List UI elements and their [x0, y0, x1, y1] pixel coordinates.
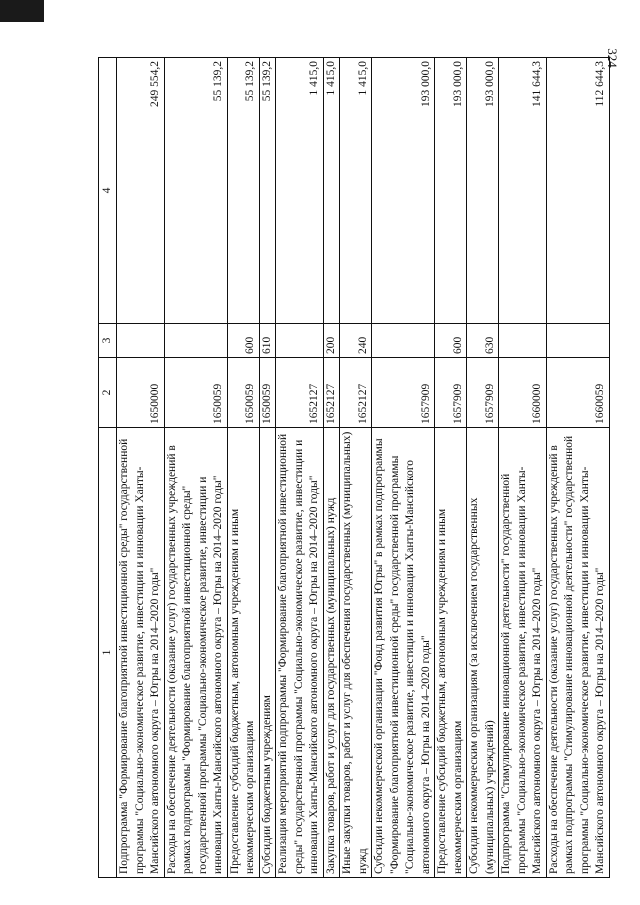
- row-amount: 193 000,0: [372, 58, 435, 324]
- table-row: [372, 58, 435, 878]
- row-target-code: 1657909: [467, 358, 499, 428]
- row-description: Предоставление субсидий бюджетным, автономным учреждениям и иным некоммерческим организациям: [227, 428, 259, 878]
- table-row: [499, 58, 547, 878]
- row-expense-type: 600: [227, 324, 259, 358]
- row-expense-type: 200: [323, 324, 340, 358]
- row-expense-type: [164, 324, 227, 358]
- row-target-code: 1660059: [546, 358, 609, 428]
- row-description: Закупка товаров, работ и услуг для государственных (муниципальных) нужд: [323, 428, 340, 878]
- rotated-budget-table-container: [98, 58, 606, 878]
- row-amount: 193 000,0: [467, 58, 499, 324]
- row-amount: 1 415,0: [276, 58, 324, 324]
- row-description: Субсидии некоммерческой организации "Фонд развития Югры" в рамках подпрограммы "Формирование благоприятной инвестиционной среды" государственной программы "Социально-экономическое развитие, инвестиции и инновации Ханты-Мансийского автономного округа – Югры на 2014–2020 годы": [372, 428, 435, 878]
- row-amount: 249 554,2: [117, 58, 165, 324]
- row-amount: 1 415,0: [323, 58, 340, 324]
- row-amount: 55 139,2: [227, 58, 259, 324]
- table-row: [435, 58, 467, 878]
- row-target-code: 1650000: [117, 358, 165, 428]
- row-target-code: 1660000: [499, 358, 547, 428]
- table-row: [259, 58, 276, 878]
- row-expense-type: [117, 324, 165, 358]
- page-number: 324: [605, 48, 620, 68]
- row-target-code: 1657909: [435, 358, 467, 428]
- table-row: [117, 58, 165, 878]
- budget-table: [98, 57, 610, 878]
- row-expense-type: 600: [435, 324, 467, 358]
- row-expense-type: [372, 324, 435, 358]
- row-amount: 112 644,3: [546, 58, 609, 324]
- table-row: [340, 58, 372, 878]
- row-description: Субсидии бюджетным учреждениям: [259, 428, 276, 878]
- table-row: [546, 58, 609, 878]
- row-expense-type: [499, 324, 547, 358]
- row-description: Предоставление субсидий бюджетным, автономным учреждениям и иным некоммерческим организациям: [435, 428, 467, 878]
- row-amount: 193 000,0: [435, 58, 467, 324]
- row-target-code: 1652127: [340, 358, 372, 428]
- row-expense-type: 240: [340, 324, 372, 358]
- row-description: Подпрограмма "Формирование благоприятной инвестиционной среды" государственной программы "Социально-экономическое развитие, инвестиции и инновации Ханты-Мансийского автономного округа – Югры на 2014–2020 годы": [117, 428, 165, 878]
- table-header-row: [99, 58, 117, 878]
- row-expense-type: [546, 324, 609, 358]
- table-row: [323, 58, 340, 878]
- row-expense-type: 630: [467, 324, 499, 358]
- row-target-code: 1650059: [259, 358, 276, 428]
- row-description: Расходы на обеспечение деятельности (оказание услуг) государственных учреждений в рамках подпрограммы "Формирование благоприятной инвестиционной среды" государственной программы "Социально-экономическое развитие, инвестиции и инновации Ханты-Мансийского автономного округа – Югры на 2014–2020 годы": [164, 428, 227, 878]
- scan-edge-mark: [0, 0, 44, 22]
- row-description: Иные закупки товаров, работ и услуг для обеспечения государственных (муниципальных) нужд: [340, 428, 372, 878]
- row-description: Расходы на обеспечение деятельности (оказание услуг) государственных учреждений в рамках подпрограммы "Стимулирование инновационной деятельности" государственной программы "Социально-экономическое развитие, инвестиции и инновации Ханты-Мансийского автономного округа – Югры на 2014–2020 годы": [546, 428, 609, 878]
- row-target-code: 1652127: [323, 358, 340, 428]
- row-target-code: 1657909: [372, 358, 435, 428]
- row-amount: 141 644,3: [499, 58, 547, 324]
- table-row: [276, 58, 324, 878]
- row-description: Реализация мероприятий подпрограммы "Формирование благоприятной инвестиционной среды" государственной программы "Социально-экономическое развитие, инвестиции и инновации Ханты-Мансийского автономного округа – Югры на 2014–2020 годы": [276, 428, 324, 878]
- row-description: Подпрограмма "Стимулирование инновационной деятельности" государственной программы "Социально-экономическое развитие, инвестиции и инновации Ханты-Мансийского автономного округа – Югры на 2014–2020 годы": [499, 428, 547, 878]
- table-row: [467, 58, 499, 878]
- row-target-code: 1652127: [276, 358, 324, 428]
- table-row: [227, 58, 259, 878]
- row-amount: 1 415,0: [340, 58, 372, 324]
- row-expense-type: [276, 324, 324, 358]
- row-target-code: 1650059: [164, 358, 227, 428]
- header-col-4: 4: [99, 58, 117, 324]
- header-col-1: 1: [99, 428, 117, 878]
- row-amount: 55 139,2: [164, 58, 227, 324]
- row-description: Субсидии некоммерческим организациям (за исключением государственных (муниципальных) учреждений): [467, 428, 499, 878]
- row-expense-type: 610: [259, 324, 276, 358]
- header-col-2: 2: [99, 358, 117, 428]
- header-col-3: 3: [99, 324, 117, 358]
- row-amount: 55 139,2: [259, 58, 276, 324]
- table-row: [164, 58, 227, 878]
- row-target-code: 1650059: [227, 358, 259, 428]
